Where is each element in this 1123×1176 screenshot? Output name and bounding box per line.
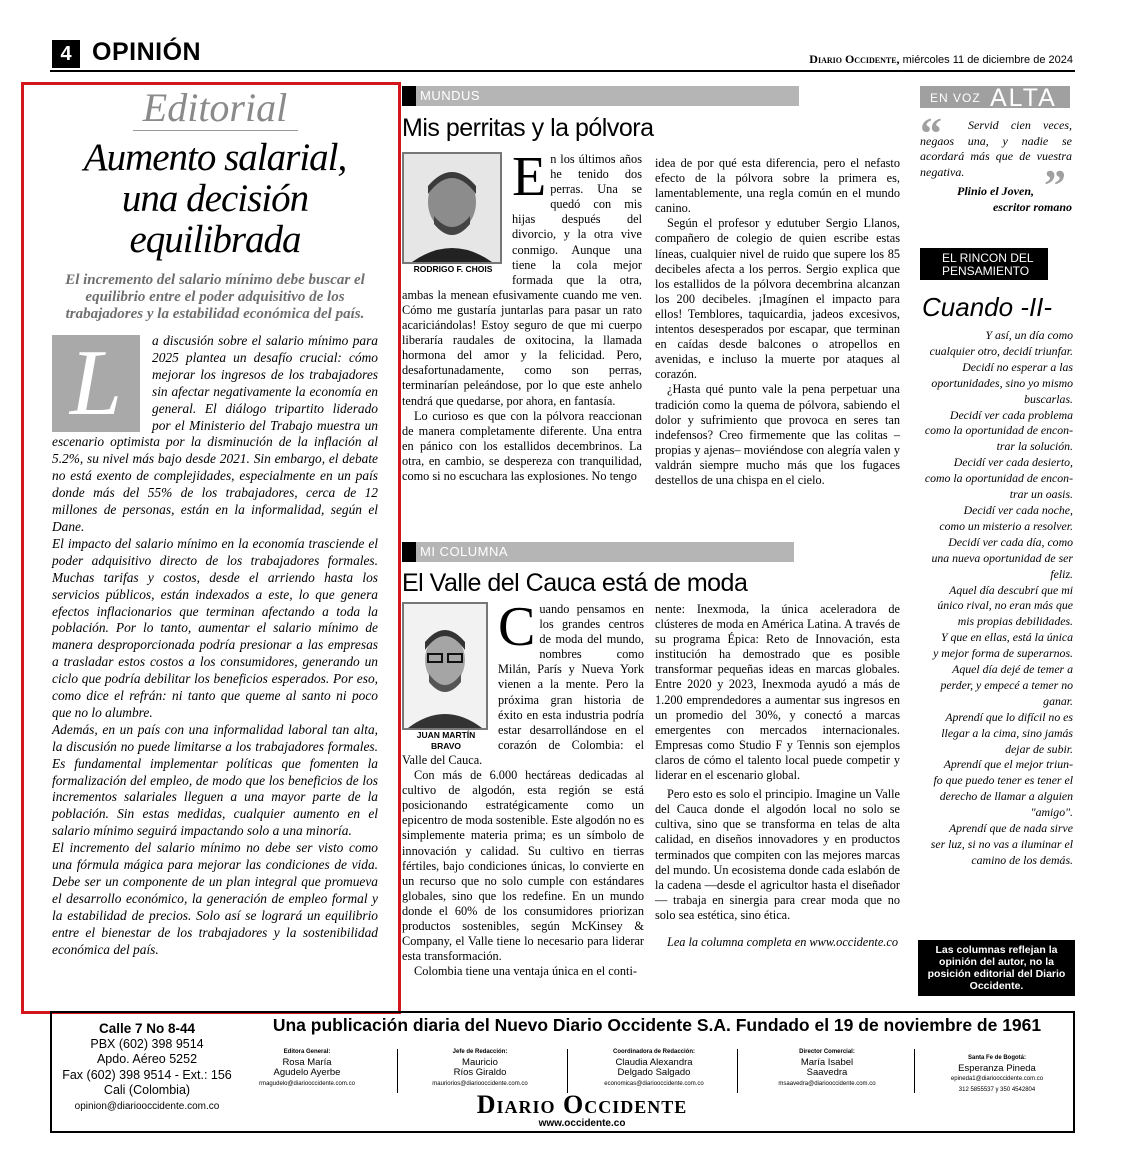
article-paragraph: Con más de 6.000 hectáreas dedicadas al cultivo de algodón, esta región se está posicionando estratégicamente como un epicentro de moda sostenible. Este algodón no es simplemente materia prima; es un símbolo de innovación y calidad. Su cultivo en tierras fértiles, bajo condiciones únicas, lo convierte en un recurso que no solo cumple con estándares globales, sino que los redefine. En un mundo donde el 60% de los consumidores priorizan productos sostenibles, según McKinsey & Company, el Valle tiene lo necesario para liderar esta transformación.: [402, 768, 644, 964]
staff-block: [747, 1047, 907, 1089]
rincon-tag-line: EL RINCON DEL: [942, 251, 1034, 265]
poem-line: "amigo".: [1030, 805, 1073, 820]
poem-line: ser luz, si no vas a iluminar el: [930, 837, 1073, 851]
article-paragraph: idea de por qué esta diferencia, pero el nefasto efecto de la pólvora sobre la primera es, lamentablemente, una regla común en el mundo canino.: [655, 156, 900, 216]
staff-email[interactable]: rmagudelo@diariooccidente.com.co: [259, 1080, 355, 1087]
poem-line: dejar de subir.: [1005, 741, 1073, 756]
staff-name: Saavedra: [806, 1067, 848, 1078]
staff-role: Santa Fe de Bogotá:: [967, 1055, 1026, 1061]
poem-line: oportunidades, sino yo mismo: [931, 375, 1073, 390]
editorial-paragraph: a discusión sobre el salario mínimo para 2025 plantea un desafío crucial: cómo mejorar los ingresos de los trabajadores sin afectar negativamente la economía en general. El diálogo tripartito liderado por el Ministerio del Trabajo muestra un escenario optimista por la disminución de la inflación al 5.2%, su nivel más bajo desde 2021. Sin embargo, el debate no está exento de complejidades, especialmente en un país donde más del 55% de los trabajadores, cerca de 12 millones de personas, están en la informalidad, según el Dane.: [52, 333, 378, 534]
mundus-tag: MUNDUS: [402, 86, 799, 106]
staff-name: Esperanza Pineda: [958, 1062, 1036, 1074]
poem-line: como un misterio a resolver.: [939, 518, 1073, 533]
footer-website[interactable]: www.occidente.co: [538, 1118, 626, 1129]
staff-block: [922, 1053, 1072, 1095]
columna-col-1: [402, 596, 644, 979]
page-header: [50, 40, 1075, 72]
poem-line: Aprendí que el mejor triun-: [943, 757, 1073, 772]
article-paragraph: uando pensamos en los grandes centros de moda del mundo, nombres como Milán, París y Nueva York vienen a la mente. Pero la próxima gran historia de éxito en esta industria podría estar desarrollándose en el corazón de Colombia: el Valle del Cauca.: [402, 602, 644, 767]
poem-line: Aprendí que lo difícil no es: [945, 709, 1073, 724]
author-photo-block: [402, 152, 504, 275]
paper-name: Diario Occidente,: [809, 52, 900, 66]
staff-email[interactable]: economicas@diariooccidente.com.co: [604, 1080, 704, 1087]
voz-small-label: EN VOZ: [930, 91, 981, 105]
poem-line: fo que puedo tener es tener el: [933, 773, 1073, 788]
quote-text: Servid cien veces, negaos una, y nadie se acordará más que de vuestra negativa.: [920, 118, 1072, 179]
article-paragraph: n los últimos años he tenido dos perras. Una se quedó con mis hijas después del divorcio, y la otra vive conmigo. Aunque una tiene la cola mejor formada que la otra, ambas la menean efusivamente cuando me ven. Cómo me gustaría juntarlas para pasar un rato acariciándolas! Estoy seguro de que mi cuerpo liberaría raudales de oxitocina, la llamada hormona del amor y la felicidad. Pero, desafortunadamente, como son perras, terminarían peleándose, por lo que este anhelo tendrá que quedarse, por ahora, en fantasía.: [402, 152, 642, 408]
poem-line: derecho de llamar a alguien: [939, 789, 1073, 804]
staff-name: Ríos Giraldo: [453, 1067, 507, 1078]
article-paragraph: Colombia tiene una ventaja única en el conti-: [414, 964, 637, 979]
staff-email[interactable]: mauriorios@diariooccidente.com.co: [432, 1080, 528, 1087]
staff-name: María Isabel: [800, 1056, 854, 1068]
poem-line: una nueva oportunidad de ser: [931, 550, 1073, 565]
editorial-title: Aumento salarial, una decisión equilibrada: [83, 136, 347, 261]
poem-line: cualquier otro, decidí triunfar.: [929, 343, 1073, 358]
mundus-col-2: [655, 156, 900, 488]
rincon-title: Cuando -II-: [922, 292, 1053, 322]
poem-line: como la oportunidad de encon-: [924, 423, 1073, 438]
footer-divider: [737, 1049, 738, 1093]
author-name: RODRIGO F. CHOIS: [413, 264, 493, 274]
editorial-paragraph: El impacto del salario mínimo en la economía trasciende el poder adquisitivo directo de los trabajadores formales. Muchas tarifas y costos, desde el arriendo hasta los servicios públicos, están indexados a este, lo que genera efectos inflacionarios que terminan afectando a toda la población. Por lo tanto, aumentar el salario mínimo de manera desproporcionada podría presionar a las empresas a trasladar estos costos a los consumidores, generando un ciclo que podría debilitar los beneficios esperados. Por eso, como dice el refrán: ni tanto que queme al santo ni poco que no lo alumbre.: [52, 535, 378, 720]
editorial-drop-cap: L: [52, 335, 140, 432]
voz-big-label: ALTA: [990, 84, 1057, 112]
poem-line: Decidí ver cada problema: [949, 407, 1073, 422]
section-title: OPINIÓN: [92, 38, 202, 66]
author-name: JUAN MARTÍN BRAVO: [416, 730, 476, 751]
staff-email[interactable]: epineda1@diariooccidente.com.co: [950, 1076, 1044, 1082]
poem-line: como la oportunidad de encon-: [924, 471, 1073, 486]
en-voz-alta-tag: [920, 84, 1070, 112]
staff-phone: 312 5855537 y 350 4542804: [958, 1086, 1036, 1093]
staff-name: Delgado Salgado: [617, 1067, 691, 1078]
mundus-col-1: [402, 146, 642, 484]
drop-cap: E: [512, 146, 547, 208]
poem-line: y mejor forma de superarnos.: [933, 646, 1073, 661]
column-link[interactable]: Lea la columna completa en www.occidente.co: [667, 934, 898, 949]
author-portrait-icon: [404, 154, 500, 262]
author-photo: [402, 602, 488, 730]
footer-divider: [397, 1049, 398, 1093]
poem-line: Y así, un día como: [985, 328, 1073, 342]
open-quote-icon: “: [920, 109, 942, 158]
mundus-title: Mis perritas y la pólvora: [402, 114, 654, 142]
footer: [50, 1011, 1075, 1133]
poem-line: llegar a la cima, sino jamás: [941, 725, 1073, 740]
close-quote-icon: ”: [1044, 161, 1066, 210]
poem-line: camino de los demás.: [971, 852, 1073, 867]
editorial-paragraph: El incremento del salario mínimo no debe ser visto como una fórmula mágica para mejorar las condiciones de vida. Debe ser un componente de un plan integral que promueva el desarrollo económico, la generación de empleo formal y la estabilidad de precios. Solo así se logrará un equilibrio entre el bienestar de los trabajadores y la sostenibilidad económica del país.: [52, 840, 378, 957]
footer-address: [52, 1021, 242, 1114]
footer-divider: [567, 1049, 568, 1093]
poem-line: Decidí ver cada día, como: [948, 534, 1073, 549]
columna-tag: MI COLUMNA: [402, 542, 794, 562]
staff-name: Agudelo Ayerbe: [273, 1067, 341, 1078]
staff-name: Mauricio: [462, 1056, 498, 1068]
editorial-label: Editorial: [142, 85, 288, 130]
poem-line: Aquel día dejé de temer a: [952, 662, 1073, 677]
article-paragraph: Lo curioso es que con la pólvora reaccionan de manera completamente diferente. Una entra en pánico con los estallidos decembrinos. La otra, en cambio, se despereza con tranquilidad, como si no escuchara las explosiones. No tengo: [402, 408, 642, 483]
poem-line: Decidí no esperar a las: [962, 359, 1073, 374]
disclaimer: Las columnas reflejan la opinión del autor, no la posición editorial del Diario Occidente.: [918, 940, 1075, 996]
poem-line: trar la solución.: [996, 439, 1073, 454]
staff-role: Director Comercial:: [799, 1049, 855, 1055]
poem-line: ganar.: [1043, 693, 1073, 708]
poem-line: único rival, no eran más que: [937, 598, 1073, 613]
author-portrait-icon: [404, 604, 486, 728]
poem-line: mis propias debilidades.: [957, 614, 1073, 629]
poem-line: Aquel día descubrí que mi: [949, 582, 1073, 597]
article-paragraph: Pero esto es solo el principio. Imagine un Valle del Cauca donde el algodón local no solo se cultiva, sino que se transforma en telas de alta calidad, en diseños innovadores y en productos terminados que compiten con las mejores marcas del mundo. Un ecosistema donde cada eslabón de la cadena —desde el agricultor hasta el diseñador— trabaja en sinergia para crear moda que no solo sea estética, sino ética.: [655, 787, 900, 922]
author-photo-block: [402, 602, 490, 752]
staff-role: Jefe de Redacción:: [452, 1049, 508, 1055]
footer-divider: [914, 1049, 915, 1093]
poem-line: perder, y empecé a temer no: [940, 677, 1073, 692]
drop-cap: C: [498, 596, 536, 658]
editorial-body: [52, 333, 378, 959]
staff-block: [400, 1047, 560, 1089]
address-line: Fax (602) 398 9514 - Ext.: 156: [62, 1067, 232, 1082]
address-line: PBX (602) 398 9514: [90, 1036, 204, 1051]
poem-line: buscarlas.: [1024, 391, 1073, 406]
poem-line: Decidí ver cada noche,: [963, 502, 1073, 517]
staff-role: Editora General:: [283, 1049, 331, 1055]
editorial-column: [52, 86, 378, 959]
page-number: 4: [52, 40, 80, 68]
masthead-date: [809, 52, 1073, 67]
issue-date: miércoles 11 de diciembre de 2024: [902, 54, 1073, 66]
staff-block: [227, 1047, 387, 1089]
address-line: Apdo. Aéreo 5252: [96, 1052, 198, 1066]
publication-line: Una publicación diaria del Nuevo Diario Occidente S.A. Fundado el 19 de noviembre de 1961: [272, 1015, 1042, 1035]
poem-line: Y que en ellas, está la única: [940, 630, 1073, 645]
article-paragraph: nente: Inexmoda, la única aceleradora de clústeres de moda en América Latina. A través de su programa Épica: Reto de Innovación, esta institución ha demostrado que es posible transformar pequeñas ideas en marcas globales. Entre 2020 y 2023, Inexmoda ayudó a más de 1.200 emprendedores a aumentar sus ingresos en un promedio del 30%, y conectó a marcas emergentes con mercados internacionales. Empresas como Studio F y Tennis son ejemplos claros de cómo el talento local puede competir y liderar en el escenario global.: [655, 602, 900, 783]
article-paragraph: Según el profesor y edutuber Sergio Llanos, compañero de colegio de quien escribe estas líneas, cualquier nivel de ruido que supere los 85 decibeles afecta a los perros. Sergio explica que los estallidos de la pólvora decembrina alcanzan los 200 decibeles. ¡Imagínen el impacto para ellos! Temblores, taquicardia, jadeos excesivos, intentos desesperados por escapar, que terminan en caídas desde balcones o atropellos en avenidas, e incluso la muerte por ataques al corazón.: [655, 216, 900, 382]
rincon-tag: [920, 248, 1048, 280]
quote-author-role: escritor romano: [992, 199, 1072, 214]
staff-role: Coordinadora de Redacción:: [612, 1049, 695, 1055]
editorial-rule: [133, 130, 298, 131]
columna-title: El Valle del Cauca está de moda: [402, 569, 748, 597]
poem-line: feliz.: [1050, 566, 1073, 581]
staff-name: Claudia Alexandra: [615, 1056, 693, 1068]
editorial-paragraph: Además, en un país con una informalidad laboral tan alta, la discusión no puede limitarse a los trabajadores formales. Es fundamental implementar políticas que fomenten la formalización del empleo, de modo que los beneficios de los incrementos salariales lleguen a una mayor parte de la población. Sin estas medidas, cualquier aumento en el salario mínimo seguirá impactando solo a una minoría.: [52, 721, 378, 839]
article-paragraph: ¿Hasta qué punto vale la pena perpetuar una tradición como la quema de pólvora, sabiendo el dolor y sufrimiento que provoca en seres tan indefensos? Creo firmemente que las colitas –propias y ajenas– moviéndose con alegría valen y valdrán siempre mucho más que los fugaces destellos de una chispa en el cielo.: [655, 382, 900, 487]
rincon-tag-line: PENSAMIENTO: [942, 264, 1030, 278]
address-email[interactable]: opinion@diariooccidente.com.co: [74, 1100, 220, 1112]
author-photo: [402, 152, 502, 264]
rincon-poem: [920, 328, 1073, 869]
poem-line: Decidí ver cada desierto,: [953, 455, 1073, 470]
poem-line: trar un oasis.: [1009, 487, 1073, 502]
address-line: Cali (Colombia): [103, 1083, 191, 1097]
poem-line: Aprendí que de nada sirve: [948, 821, 1073, 836]
staff-block: [574, 1047, 734, 1089]
staff-name: Rosa María: [282, 1056, 332, 1068]
staff-email[interactable]: msaavedra@diariooccidente.com.co: [778, 1080, 876, 1087]
quote-author: Plinio el Joven,: [957, 184, 1034, 198]
footer-logo: Diario Occidente: [476, 1090, 688, 1119]
editorial-subtitle: El incremento del salario mínimo debe buscar el equilibrio entre el poder adquisitivo de los trabajadores y la estabilidad económica del país.: [65, 272, 365, 322]
columna-col-2: [655, 602, 900, 950]
address-line: Calle 7 No 8-44: [98, 1021, 196, 1036]
